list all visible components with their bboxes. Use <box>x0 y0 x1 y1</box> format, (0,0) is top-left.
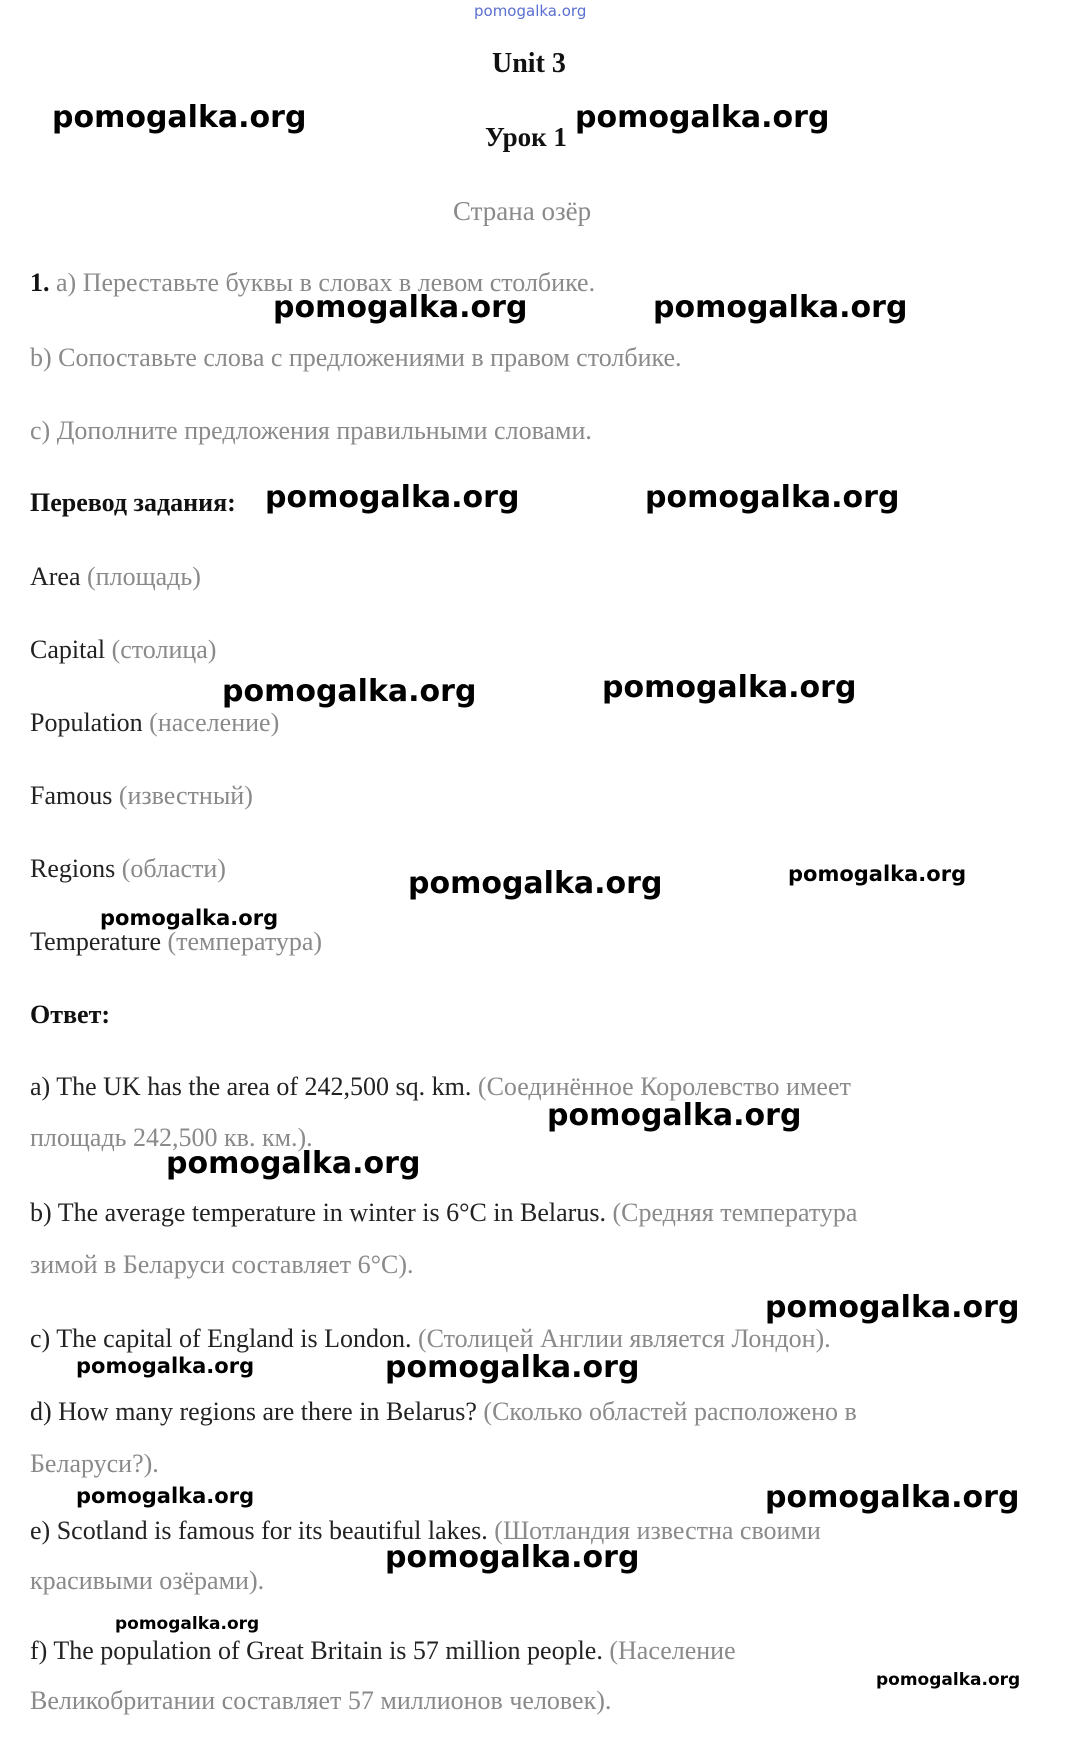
watermark: pomogalka.org <box>52 100 307 135</box>
answer-en: f) The population of Great Britain is 57 million people. <box>30 1636 603 1665</box>
watermark: pomogalka.org <box>765 1480 1020 1515</box>
answer-line <box>30 1397 857 1427</box>
answer-heading: Ответ: <box>30 1000 111 1029</box>
answer-ru: (Население <box>609 1636 736 1665</box>
watermark: pomogalka.org <box>645 480 900 515</box>
answer-ru: (Соединённое Королевство имеет <box>477 1072 851 1101</box>
watermark: pomogalka.org <box>385 1540 640 1575</box>
watermark: pomogalka.org <box>265 480 520 515</box>
answer-ru-cont: Беларуси?). <box>30 1449 159 1478</box>
watermark: pomogalka.org <box>100 906 279 930</box>
watermark: pomogalka.org <box>222 674 477 709</box>
watermark: pomogalka.org <box>547 1098 802 1133</box>
watermark: pomogalka.org <box>876 1670 1021 1690</box>
vocab-translation: (столица) <box>111 635 217 664</box>
vocab-translation: (население) <box>149 708 280 737</box>
answer-line <box>30 1198 857 1228</box>
answer-ru-cont: Великобритании составляет 57 миллионов человек). <box>30 1686 612 1715</box>
watermark: pomogalka.org <box>765 1290 1020 1325</box>
answer-ru: (Шотландия известна своими <box>494 1516 821 1545</box>
answer-ru-cont: зимой в Беларуси составляет 6°С). <box>30 1250 414 1279</box>
watermark: pomogalka.org <box>115 1614 260 1634</box>
watermark: pomogalka.org <box>575 100 830 135</box>
answer-en: e) Scotland is famous for its beautiful lakes. <box>30 1516 488 1545</box>
answer-line <box>30 1636 736 1666</box>
watermark-top: pomogalka.org <box>474 2 587 20</box>
answer-en: c) The capital of England is London. <box>30 1324 412 1353</box>
vocab-word: Temperature <box>30 927 161 956</box>
lesson-title: Урок 1 <box>485 122 567 152</box>
vocab-word: Capital <box>30 635 106 664</box>
unit-title: Unit 3 <box>492 48 566 79</box>
vocab-item <box>30 562 201 592</box>
task-b: b) Сопоставьте слова с предложениями в правом столбике. <box>30 343 682 372</box>
watermark: pomogalka.org <box>385 1350 640 1385</box>
task-c: c) Дополните предложения правильными словами. <box>30 416 592 445</box>
watermark: pomogalka.org <box>788 862 967 886</box>
watermark: pomogalka.org <box>602 670 857 705</box>
task-number: 1. <box>30 268 50 297</box>
watermark: pomogalka.org <box>76 1484 255 1508</box>
vocab-item <box>30 708 279 738</box>
vocab-translation: (температура) <box>167 927 323 956</box>
vocab-translation: (площадь) <box>87 562 201 591</box>
vocab-word: Area <box>30 562 81 591</box>
answer-ru-cont: красивыми озёрами). <box>30 1566 265 1595</box>
answer-ru: (Сколько областей расположено в <box>483 1397 857 1426</box>
vocab-word: Famous <box>30 781 113 810</box>
vocab-item <box>30 781 253 811</box>
task-a-text: a) Переставьте буквы в словах в левом столбике. <box>56 268 596 297</box>
answer-en: b) The average temperature in winter is 6°C in Belarus. <box>30 1198 606 1227</box>
answer-ru: (Средняя температура <box>612 1198 858 1227</box>
vocab-word: Regions <box>30 854 116 883</box>
topic-title: Страна озёр <box>453 196 592 226</box>
answer-en: a) The UK has the area of 242,500 sq. km. <box>30 1072 472 1101</box>
watermark: pomogalka.org <box>653 290 908 325</box>
watermark: pomogalka.org <box>166 1146 421 1181</box>
watermark: pomogalka.org <box>408 866 663 901</box>
watermark: pomogalka.org <box>273 290 528 325</box>
vocab-word: Population <box>30 708 143 737</box>
watermark: pomogalka.org <box>76 1354 255 1378</box>
answer-ru-cont: площадь 242,500 кв. км.). <box>30 1123 313 1152</box>
vocab-item <box>30 635 216 665</box>
vocab-translation: (известный) <box>118 781 253 810</box>
translation-heading: Перевод задания: <box>30 488 236 517</box>
answer-en: d) How many regions are there in Belarus? <box>30 1397 477 1426</box>
vocab-item <box>30 854 226 884</box>
vocab-item <box>30 927 322 957</box>
vocab-translation: (области) <box>121 854 226 883</box>
answer-ru: (Столицей Англии является Лондон). <box>417 1324 831 1353</box>
